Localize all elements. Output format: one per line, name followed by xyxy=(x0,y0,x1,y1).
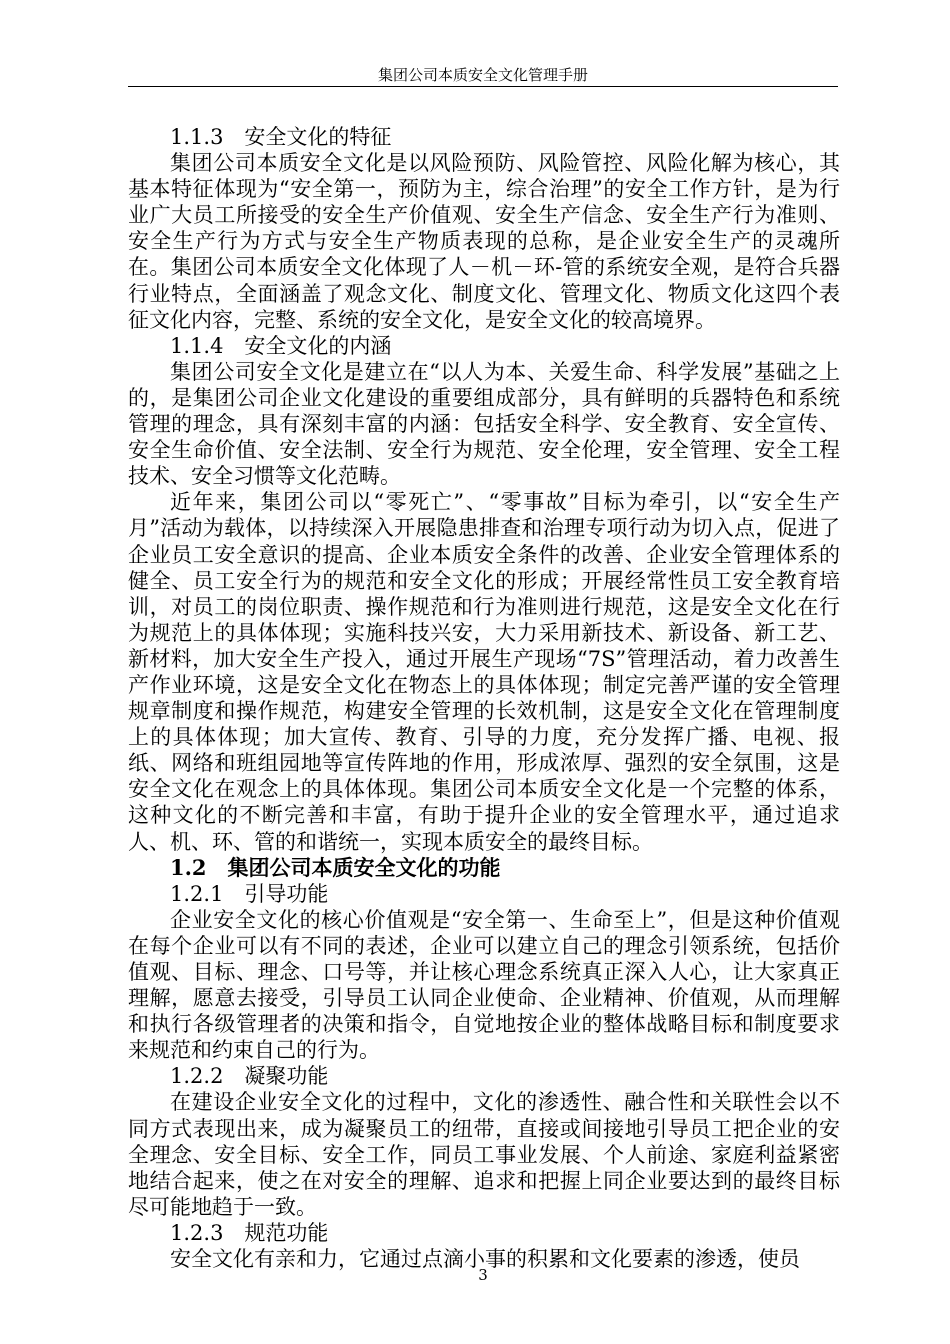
paragraph: 企业安全文化的核心价值观是“安全第一、生命至上”，但是这种价值观在每个企业可以有不同的表述，企业可以建立自己的理念引领系统，包括价值观、目标、理念、口号等，并让核心理念系统真正深入人心，让大家真正理解，愿意去接受，引导员工认同企业使命、企业精神、价值观，从而理解和执行各级管理者的决策和指令，自觉地按企业的整体战略目标和制度要求来规范和约束自己的行为。 xyxy=(128,907,840,1063)
paragraph: 安全文化有亲和力，它通过点滴小事的积累和文化要素的渗透，使员 xyxy=(170,1247,800,1272)
paragraph: 集团公司安全文化是建立在“以人为本、关爱生命、科学发展”基础之上的，是集团公司企业文化建设的重要组成部分，具有鲜明的兵器特色和系统管理的理念，具有深刻丰富的内涵：包括安全科学、安全教育、安全宣传、安全生命价值、安全法制、安全行为规范、安全伦理，安全管理、安全工程技术、安全习惯等文化范畴。 xyxy=(128,359,840,489)
paragraph: 近年来，集团公司以“零死亡”、“零事故”目标为牵引，以“安全生产月”活动为载体，以持续深入开展隐患排查和治理专项行动为切入点，促进了企业员工安全意识的提高、企业本质安全条件的改善、企业安全管理体系的健全、员工安全行为的规范和安全文化的形成；开展经常性员工安全教育培训，对员工的岗位职责、操作规范和行为准则进行规范，这是安全文化在行为规范上的具体体现；实施科技兴安，大力采用新技术、新设备、新工艺、新材料，加大安全生产投入，通过开展生产现场“7S”管理活动，着力改善生产作业环境，这是安全文化在物态上的具体体现；制定完善严谨的安全管理规章制度和操作规范，构建安全管理的长效机制，这是安全文化在管理制度上的具体体现；加大宣传、教育、引导的力度，充分发挥广播、电视、报纸、网络和班组园地等宣传阵地的作用，形成浓厚、强烈的安全氛围，这是安全文化在观念上的具体体现。集团公司本质安全文化是一个完整的体系，这种文化的不断完善和丰富，有助于提升企业的安全管理水平，通过追求人、机、环、管的和谐统一，实现本质安全的最终目标。 xyxy=(128,490,840,854)
section-heading-1-2: 1.2 集团公司本质安全文化的功能 xyxy=(170,854,501,880)
subsection-heading-1-1-3: 1.1.3 安全文化的特征 xyxy=(170,125,392,149)
paragraph: 在建设企业安全文化的过程中，文化的渗透性、融合性和关联性会以不同方式表现出来，成为凝聚员工的纽带，直接或间接地引导员工把企业的安全理念、安全目标、安全工作，同员工事业发展、个人前途、家庭利益紧密地结合起来，使之在对安全的理解、追求和把握上同企业要达到的最终目标尽可能地趋于一致。 xyxy=(128,1090,840,1219)
page-number: 3 xyxy=(478,1266,488,1284)
paragraph: 集团公司本质安全文化是以风险预防、风险管控、风险化解为核心，其基本特征体现为“安全第一，预防为主，综合治理”的安全工作方针，是为行业广大员工所接受的安全生产价值观、安全生产信念、安全生产行为准则、安全生产行为方式与安全生产物质表现的总称，是企业安全生产的灵魂所在。集团公司本质安全文化体现了人－机－环-管的系统安全观，是符合兵器行业特点，全面涵盖了观念文化、制度文化、管理文化、物质文化这四个表征文化内容，完整、系统的安全文化，是安全文化的较高境界。 xyxy=(128,151,840,332)
subsection-heading-1-2-2: 1.2.2 凝聚功能 xyxy=(170,1064,329,1089)
document-body xyxy=(128,124,840,1272)
running-header: 集团公司本质安全文化管理手册 xyxy=(377,66,588,84)
subsection-heading-1-2-3: 1.2.3 规范功能 xyxy=(170,1220,329,1245)
subsection-heading-1-2-1: 1.2.1 引导功能 xyxy=(170,881,329,906)
header-rule xyxy=(128,86,838,87)
subsection-heading-1-1-4: 1.1.4 安全文化的内涵 xyxy=(170,333,392,358)
